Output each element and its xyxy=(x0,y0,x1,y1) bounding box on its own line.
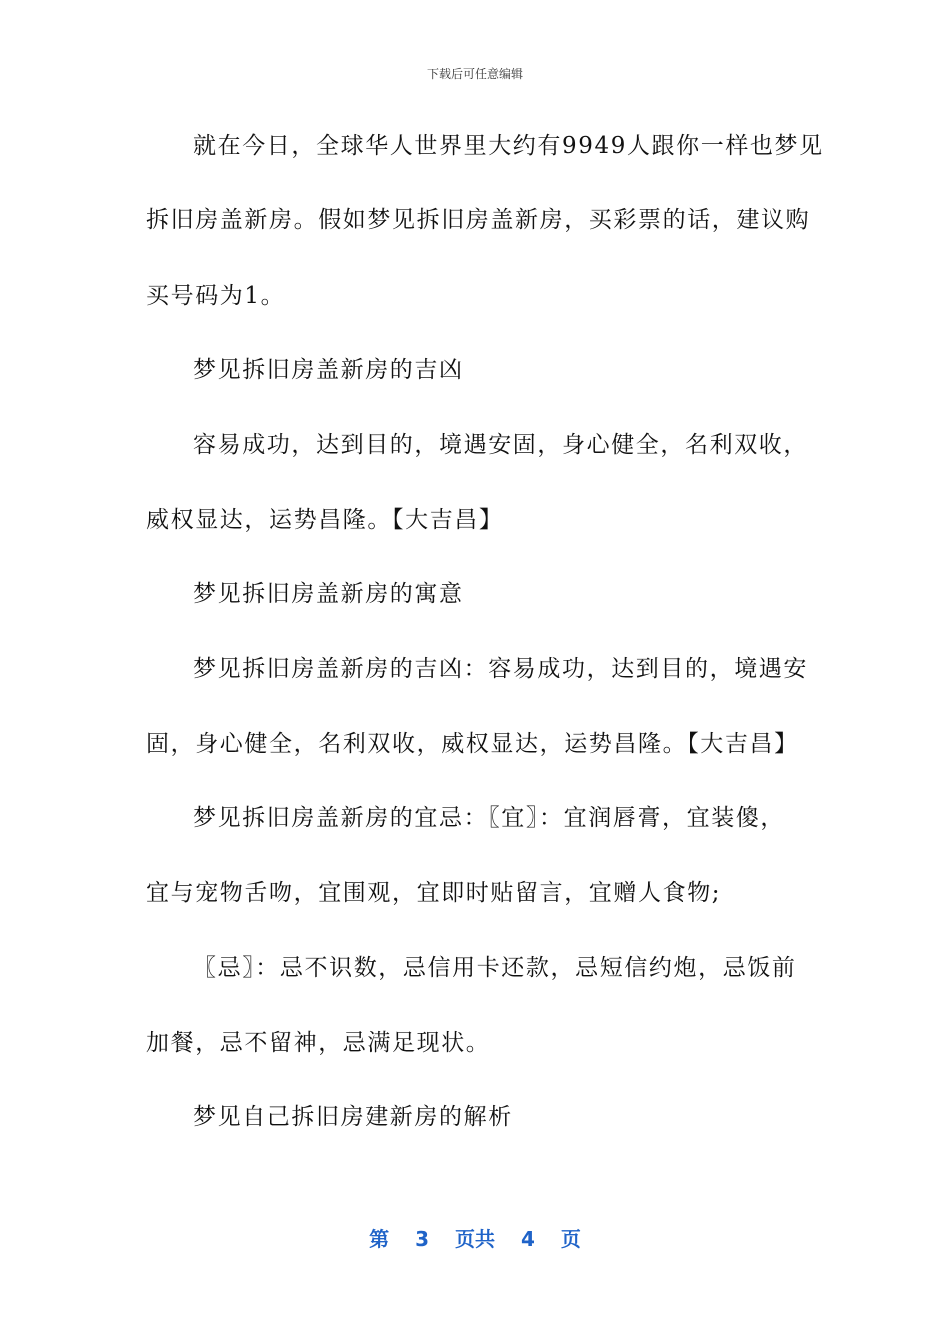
page-current-number: 3 xyxy=(415,1227,429,1251)
section-heading: 梦见拆旧房盖新房的吉凶 xyxy=(193,357,464,383)
paragraph-line: 拆旧房盖新房。假如梦见拆旧房盖新房，买彩票的话，建议购 xyxy=(146,207,811,233)
page-footer xyxy=(0,1226,950,1252)
paragraph-line: 威权显达，运势昌隆。【大吉昌】 xyxy=(146,507,504,533)
paragraph-line: 就在今日，全球华人世界里大约有9949人跟你一样也梦见 xyxy=(193,133,824,159)
page-total-number: 4 xyxy=(521,1227,535,1251)
paragraph-line: 加餐，忌不留神，忌满足现状。 xyxy=(146,1030,491,1056)
paragraph-line: 〖忌〗：忌不识数，忌信用卡还款，忌短信约炮，忌饭前 xyxy=(193,955,797,981)
paragraph-line: 固，身心健全，名利双收，威权显达，运势昌隆。【大吉昌】 xyxy=(146,731,799,757)
paragraph-line: 梦见拆旧房盖新房的吉凶：容易成功，达到目的，境遇安 xyxy=(193,656,808,682)
paragraph-line: 买号码为1。 xyxy=(146,283,286,309)
paragraph-line: 容易成功，达到目的，境遇安固，身心健全，名利双收， xyxy=(193,432,808,458)
page-label-suffix: 页 xyxy=(560,1227,581,1251)
section-heading: 梦见拆旧房盖新房的寓意 xyxy=(193,581,464,607)
paragraph-line: 宜与宠物舌吻，宜围观，宜即时贴留言，宜赠人食物; xyxy=(146,880,722,906)
page-header: 下载后可任意编辑 xyxy=(426,67,523,81)
section-heading: 梦见自己拆旧房建新房的解析 xyxy=(193,1104,513,1130)
page-label-middle: 页共 xyxy=(455,1227,495,1251)
paragraph-line: 梦见拆旧房盖新房的宜忌：〖宜〗：宜润唇膏，宜装傻， xyxy=(193,805,785,831)
page-label-prefix: 第 xyxy=(369,1227,390,1251)
